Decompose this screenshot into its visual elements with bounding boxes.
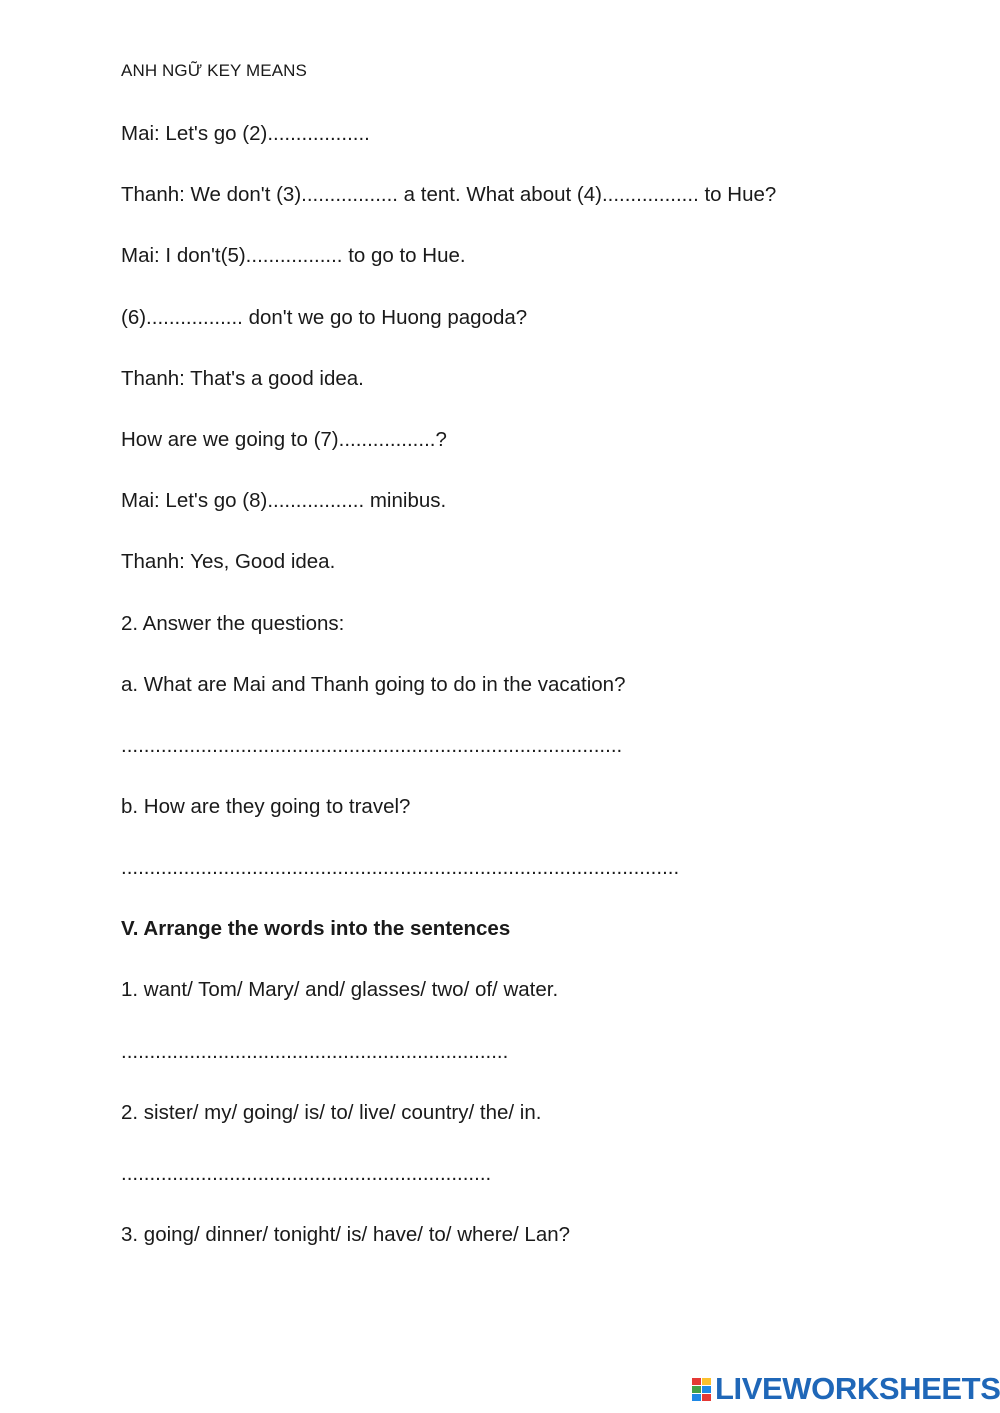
question-a: a. What are Mai and Thanh going to do in the vacation?	[121, 673, 626, 696]
answer-blank-2: .................................................................	[121, 1162, 492, 1185]
dialogue-line-3-4: Thanh: We don't (3)................. a tent. What about (4)................. to Hue?	[121, 183, 777, 206]
answer-blank-1: ....................................................................	[121, 1040, 509, 1063]
arrange-item-2: 2. sister/ my/ going/ is/ to/ live/ country/ the/ in.	[121, 1101, 542, 1124]
liveworksheets-logo-text: LIVEWORKSHEETS	[715, 1371, 1000, 1406]
dialogue-line-2: Mai: Let's go (2)..................	[121, 122, 370, 145]
liveworksheets-logo-icon	[691, 1374, 713, 1404]
dialogue-line-thanh-yes: Thanh: Yes, Good idea.	[121, 550, 336, 573]
answer-blank-b: ..................................................................................................	[121, 856, 680, 879]
section-v-heading: V. Arrange the words into the sentences	[121, 917, 511, 940]
dialogue-line-6: (6)................. don't we go to Huong pagoda?	[121, 306, 528, 329]
dialogue-line-7: How are we going to (7).................?	[121, 428, 447, 451]
dialogue-line-thanh-good-idea: Thanh: That's a good idea.	[121, 367, 364, 390]
question-b: b. How are they going to travel?	[121, 795, 411, 818]
answer-blank-a: ........................................................................................	[121, 734, 623, 757]
arrange-item-3: 3. going/ dinner/ tonight/ is/ have/ to/ where/ Lan?	[121, 1223, 571, 1246]
section-answer-questions: 2. Answer the questions:	[121, 612, 345, 635]
liveworksheets-logo	[691, 1373, 1000, 1404]
dialogue-line-5: Mai: I don't(5)................. to go to Hue.	[121, 244, 466, 267]
arrange-item-1: 1. want/ Tom/ Mary/ and/ glasses/ two/ of/ water.	[121, 978, 559, 1001]
dialogue-line-8: Mai: Let's go (8)................. minibus.	[121, 489, 447, 512]
page-header: ANH NGỮ KEY MEANS	[121, 61, 307, 80]
